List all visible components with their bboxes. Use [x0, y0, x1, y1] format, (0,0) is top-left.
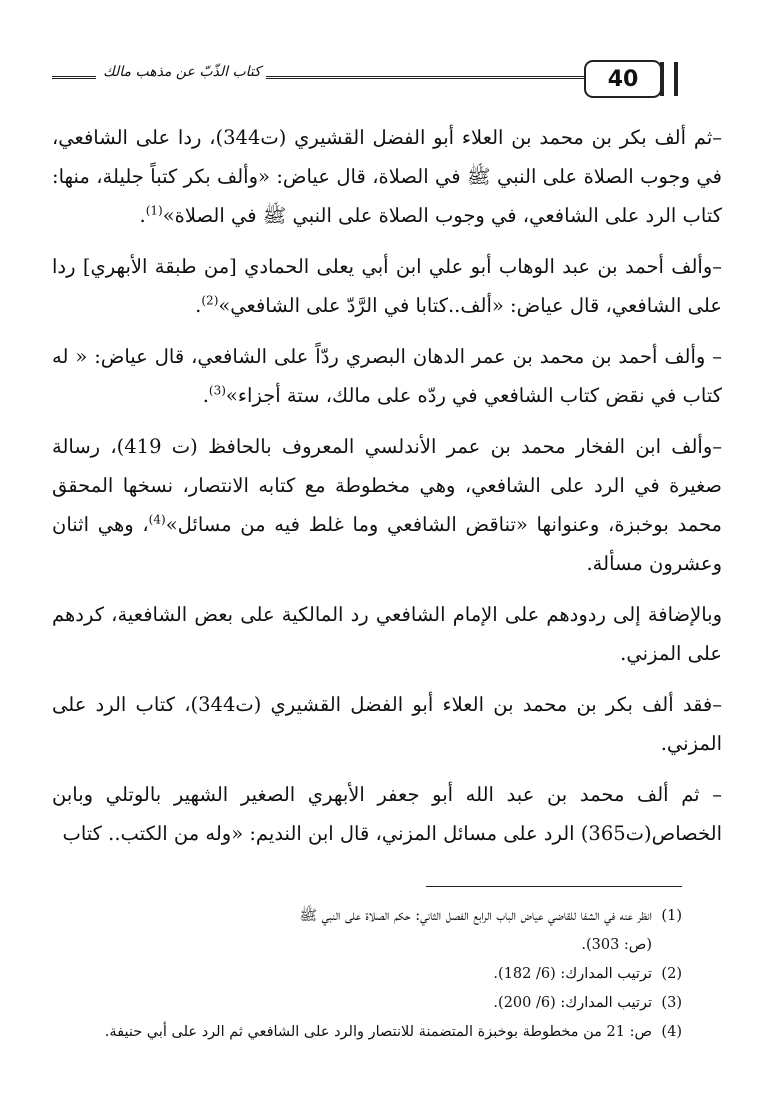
page-number-ornament	[660, 62, 678, 96]
footnote-1	[60, 902, 682, 931]
footnote-3	[60, 989, 682, 1018]
footnote-text: ترتيب المدارك: (6/ 182).	[493, 966, 652, 982]
footnote-ref-4: (4)	[148, 512, 166, 527]
paragraph-2	[52, 247, 722, 325]
footnote-text: ترتيب المدارك: (6/ 200).	[493, 995, 652, 1011]
paragraph-4	[52, 427, 722, 583]
paragraph-3-text: – وألف أحمد بن محمد بن عمر الدهان البصري ردّاً على الشافعي، قال عياض: « له كتاب في نقض كتاب الشافعي في ردّه على مالك، ستة أجزاء»	[52, 345, 722, 407]
paragraph-2-text: –وألف أحمد بن عبد الوهاب أبو علي ابن أبي يعلى الحمادي [من طبقة الأبهري] ردا على الشافعي، قال عياض: «ألف..كتابا في الرَّدّ على الشافعي»	[52, 255, 722, 317]
footnote-ref-3: (3)	[208, 383, 226, 398]
paragraph-7: – ثم ألف محمد بن عبد الله أبو جعفر الأبهري الصغير الشهير بالوتلي وبابن الخصاص(ت365) الرد على مسائل المزني، قال ابن النديم: «وله من الكتب.. كتاب	[52, 783, 722, 845]
footnote-ref-2: (2)	[201, 293, 219, 308]
footnote-text: ص: 21 من مخطوطة بوخبزة المتضمنة للانتصار والرد على الشافعي ثم الرد على أبي حنيفة.	[104, 1024, 652, 1040]
main-text	[52, 118, 722, 863]
footnote-number: (3)	[661, 995, 682, 1011]
paragraph-6: –فقد ألف بكر بن محمد بن العلاء أبو الفضل القشيري (ت344)، كتاب الرد على المزني.	[52, 693, 723, 755]
running-title: كتاب الذّبّ عن مذهب مالك	[103, 64, 261, 80]
paragraph-2-end: .	[195, 294, 202, 317]
footnotes	[60, 902, 682, 1047]
paragraph-1-text: –ثم ألف بكر بن محمد بن العلاء أبو الفضل القشيري (ت344)، ردا على الشافعي، في وجوب الصلاة على النبي ﷺ في الصلاة، قال عياض: «وألف بكر كتباً جليلة، منها: كتاب الرد على الشافعي، في وجوب الصلاة على النبي ﷺ في الصلاة»	[52, 126, 722, 227]
paragraph-5: وبالإضافة إلى ردودهم على الإمام الشافعي رد المالكية على بعض الشافعية، كردهم على المزني.	[52, 603, 722, 665]
header-rule-left	[52, 76, 96, 79]
footnote-2	[60, 960, 682, 989]
paragraph-1	[52, 118, 722, 235]
paragraph-3-end: .	[202, 384, 209, 407]
paragraph-3	[52, 337, 722, 415]
footnote-ref-1: (1)	[145, 203, 163, 218]
footnote-number: (4)	[661, 1024, 682, 1040]
paragraph-4-end: ، وهي اثنان وعشرون مسألة.	[52, 513, 722, 575]
paragraph-4-text: –وألف ابن الفخار محمد بن عمر الأندلسي المعروف بالحافظ (ت 419)، رسالة صغيرة في الرد على الشافعي، وهي مخطوطة مع كتابه الانتصار، نسخها المحقق محمد بوخبزة، وعنوانها «تناقض الشافعي وما غلط فيه من مسائل»	[52, 435, 723, 536]
running-header	[40, 58, 730, 98]
header-rule-right	[266, 76, 612, 79]
footnote-number: (2)	[661, 966, 682, 982]
paragraph-1-end: .	[139, 204, 146, 227]
footnote-1-continuation: (ص: 303).	[581, 937, 652, 953]
footnote-4	[60, 1018, 682, 1047]
footnote-number: (1)	[661, 908, 682, 924]
footnote-separator	[426, 886, 682, 887]
page-number: 40	[584, 60, 662, 98]
footnote-text: انظر عنه في الشفا للقاضي عياض الباب الرابع الفصل الثاني: حكم الصلاة على النبي ﷺ	[299, 908, 652, 924]
